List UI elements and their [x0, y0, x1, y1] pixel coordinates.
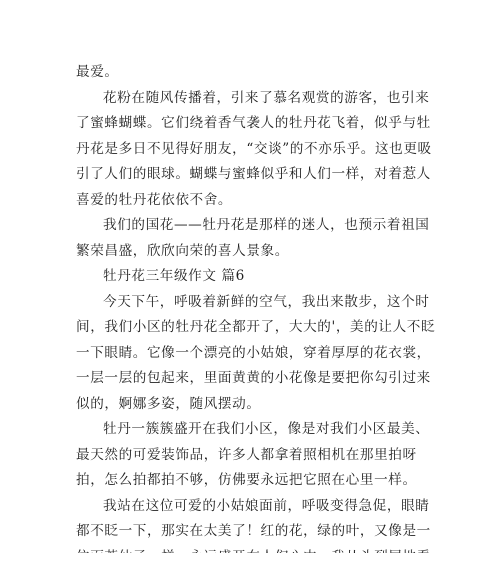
text-line: 牡丹一簇簇盛开在我们小区，像是对我们小区最美、	[76, 417, 426, 443]
text-line: 都不眨一下，那实在太美了！红的花，绿的叶，又像是一	[76, 519, 426, 545]
page-bottom-edge	[0, 553, 500, 565]
section-heading: 牡丹花三年级作文 篇6	[76, 264, 426, 290]
text-line: 似的，婀娜多姿，随风摆动。	[76, 392, 426, 418]
text-line: 丹花是多日不见得好朋友，“交谈”的不亦乐乎。这也更吸	[76, 137, 426, 163]
text-line: 我们的国花——牡丹花是那样的迷人，也预示着祖国	[76, 213, 426, 239]
text-line: 花粉在随风传播着，引来了慕名观赏的游客，也引来	[76, 86, 426, 112]
text-line: 最天然的可爱装饰品，许多人都拿着照相机在那里拍呀	[76, 443, 426, 469]
text-line: 最爱。	[76, 60, 426, 86]
text-line: 今天下午，呼吸着新鲜的空气，我出来散步，这个时	[76, 290, 426, 316]
document-page	[76, 60, 426, 570]
text-line: 我站在这位可爱的小姑娘面前，呼吸变得急促，眼睛	[76, 494, 426, 520]
text-line: 间，我们小区的牡丹花全都开了，大大的'，美的让人不眨	[76, 315, 426, 341]
text-line: 引了人们的眼球。蝴蝶与蜜蜂似乎和人们一样，对着惹人	[76, 162, 426, 188]
text-line: 一下眼睛。它像一个漂亮的小姑娘，穿着厚厚的花衣裳，	[76, 341, 426, 367]
text-line: 了蜜蜂蝴蝶。它们绕着香气袭人的牡丹花飞着，似乎与牡	[76, 111, 426, 137]
text-line: 拍，怎么拍都拍不够，仿佛要永远把它照在心里一样。	[76, 468, 426, 494]
text-line: 喜爱的牡丹花依依不舍。	[76, 188, 426, 214]
text-line: 一层一层的包起来，里面黄黄的小花像是要把你勾引过来	[76, 366, 426, 392]
text-line: 繁荣昌盛，欣欣向荣的喜人景象。	[76, 239, 426, 265]
